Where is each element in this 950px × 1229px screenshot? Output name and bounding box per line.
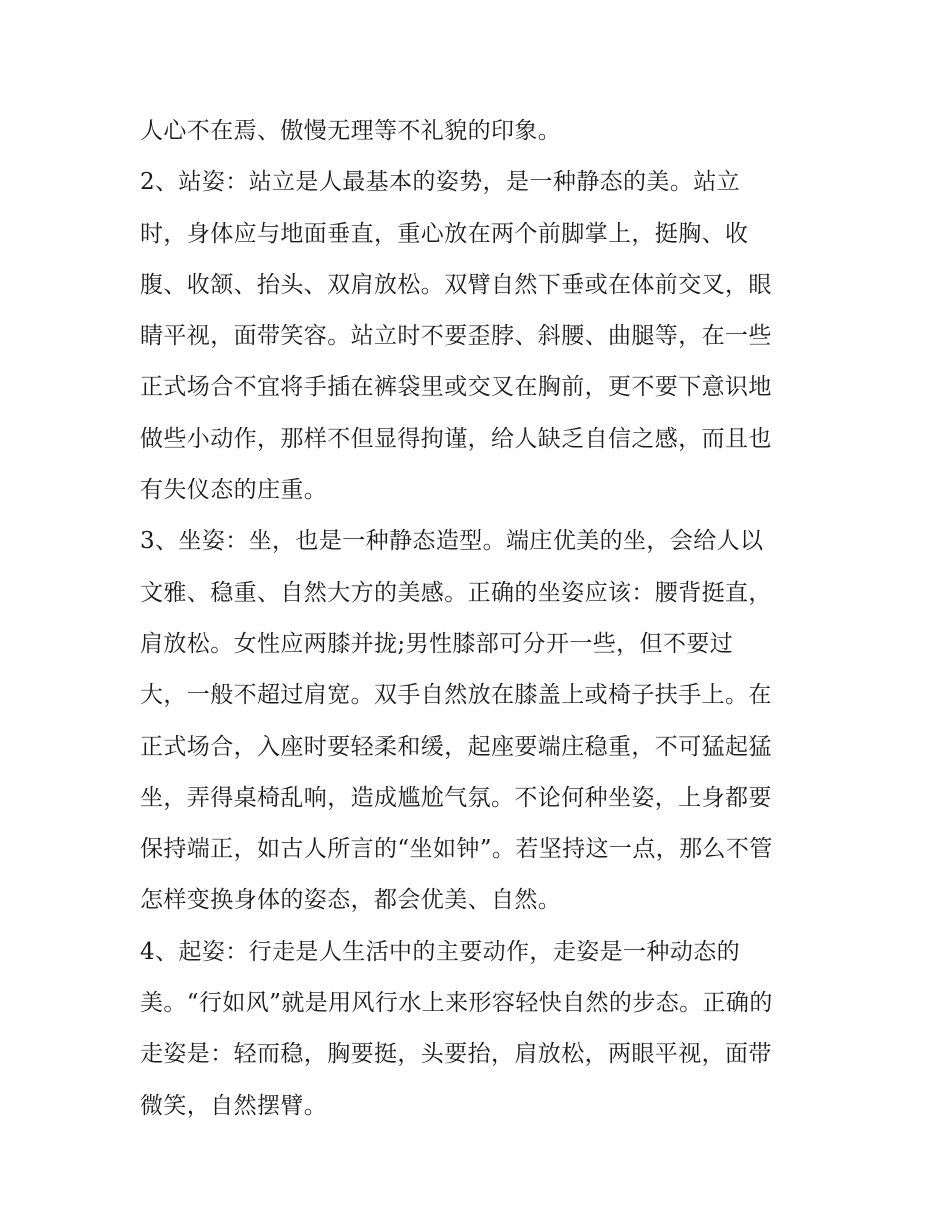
text-line-4: 腹、收颔、抬头、双肩放松。双臂自然下垂或在体前交叉，眼 — [140, 271, 772, 298]
document-body — [140, 106, 830, 1132]
text-line-3: 时，身体应与地面垂直，重心放在两个前脚掌上，挺胸、收 — [140, 220, 749, 247]
text-line-11: 肩放松。女性应两膝并拢;男性膝部可分开一些，但不要过 — [140, 630, 734, 657]
text-line-17: 4、起姿：行走是人生活中的主要动作，走姿是一种动态的 — [140, 938, 741, 965]
text-line-20: 微笑，自然摆臂。 — [140, 1092, 328, 1119]
text-line-10: 文雅、稳重、自然大方的美感。正确的坐姿应该：腰背挺直， — [140, 579, 772, 606]
text-line-2: 2、站姿：站立是人最基本的姿势，是一种静态的美。站立 — [140, 169, 741, 196]
text-line-19: 走姿是：轻而稳，胸要挺，头要抬，肩放松，两眼平视，面带 — [140, 1041, 772, 1068]
text-line-12: 大，一般不超过肩宽。双手自然放在膝盖上或椅子扶手上。在 — [140, 682, 772, 709]
text-line-14: 坐，弄得桌椅乱响，造成尴尬气氛。不论何种坐姿，上身都要 — [140, 784, 772, 811]
text-line-13: 正式场合，入座时要轻柔和缓，起座要端庄稳重，不可猛起猛 — [140, 733, 772, 760]
text-line-9: 3、坐姿：坐，也是一种静态造型。端庄优美的坐，会给人以 — [140, 528, 764, 555]
text-line-5: 睛平视，面带笑容。站立时不要歪脖、斜腰、曲腿等，在一些 — [140, 323, 772, 350]
text-line-1: 人心不在焉、傲慢无理等不礼貌的印象。 — [140, 118, 562, 144]
text-line-8: 有失仪态的庄重。 — [140, 477, 328, 504]
text-line-6: 正式场合不宜将手插在裤袋里或交叉在胸前，更不要下意识地 — [140, 374, 772, 401]
text-line-16: 怎样变换身体的姿态，都会优美、自然。 — [140, 887, 562, 914]
text-line-7: 做些小动作，那样不但显得拘谨，给人缺乏自信之感，而且也 — [140, 425, 772, 452]
text-line-15: 保持端正，如古人所言的“坐如钟”。若坚持这一点，那么不管 — [140, 836, 773, 863]
text-line-18: 美。“行如风”就是用风行水上来形容轻快自然的步态。正确的 — [140, 990, 773, 1017]
